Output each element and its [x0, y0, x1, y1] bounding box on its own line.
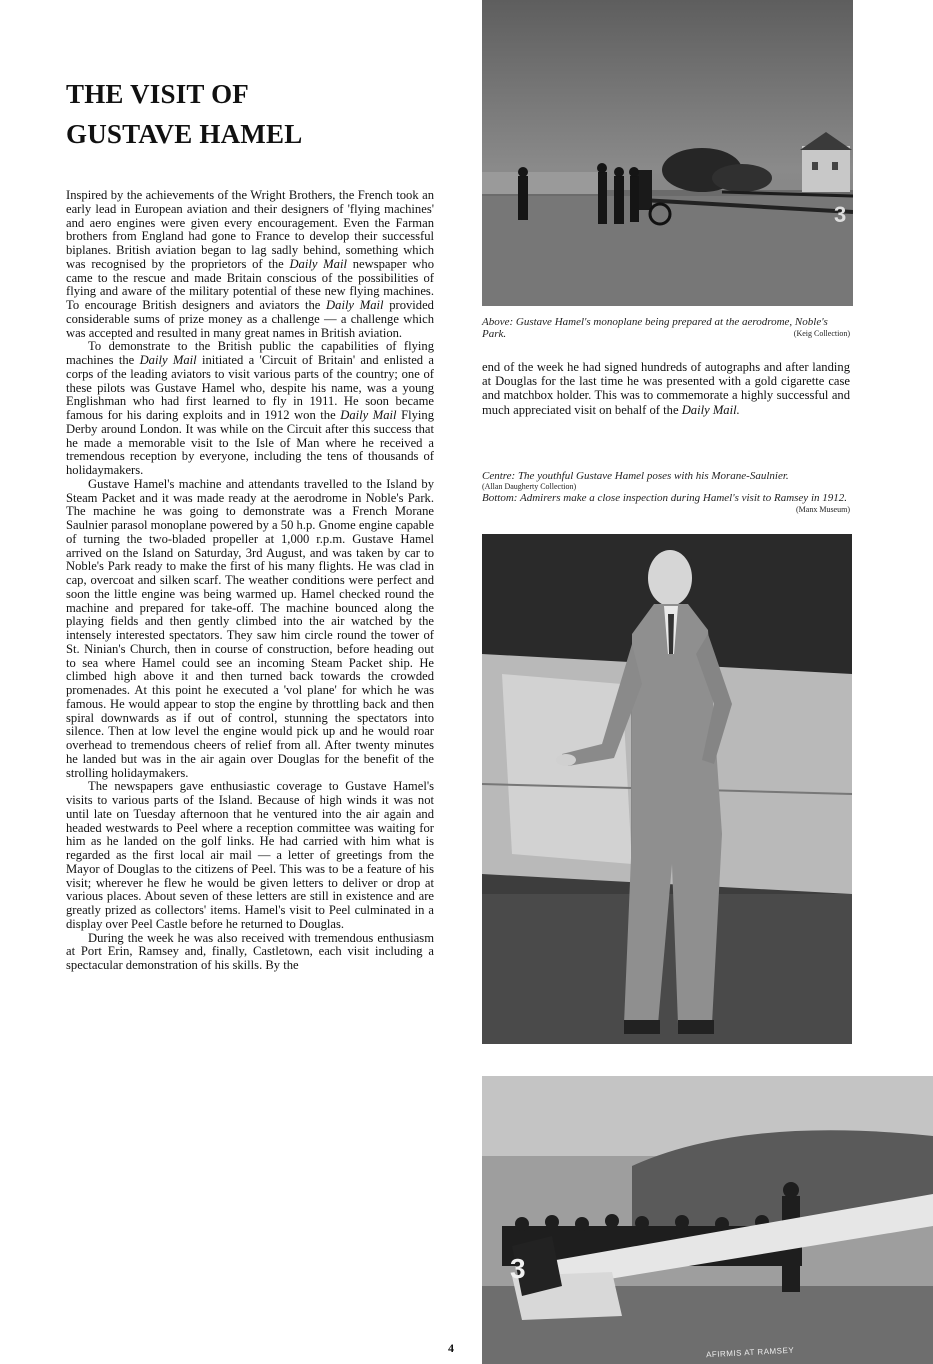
article-continuation: [482, 360, 850, 417]
article-body: [66, 189, 434, 973]
caption-bottom-credit: (Manx Museum): [796, 505, 850, 514]
daily-mail-ref: Daily Mail: [326, 298, 384, 312]
p2-text-b: initiated a 'Circuit of Britain' and enlisted a corps of the leading aviators to visit various parts of the country; one of these pilots was Gustave Hamel who, despite his name, was a young Englishman who had first learned to fly in 1911. He soon became famous for his daring exploits and in 1912 won the: [66, 353, 434, 422]
article-paragraph-3: Gustave Hamel's machine and attendants travelled to the Island by Steam Packet and it was made ready at the aerodrome in Noble's Park. The machine he was going to demonstrate was a French Morane Saulnier parasol monoplane powered by a 50 h.p. Gnome engine capable of turning the two-bladed propeller at 1,000 r.p.m. Gustave Hamel arrived on the Island on Saturday, 3rd August, and was taken by car to Noble's Park ready to make the first of his many flights. He was clad in cap, overcoat and silken scarf. The weather conditions were perfect and soon the little engine was being warmed up. Hamel checked round the machine and prepared for take-off. The machine bounced along the playing fields and then gently climbed into the air watched by the intensely interested spectators. They saw him circle round the tower of St. Ninian's Church, then in course of construction, before heading out to sea where Hamel could see an incoming Steam Packet ship. He climbed high above it and then turned back towards the crowded promenades. At this point he executed a 'vol plane' for which he was famous. He would appear to stop the engine by throttling back and then spiral downwards as if out of control, stunning the spectators into silence. Then at low level the engine would pick up and he would roar overhead to tremendous cheers of relief from all. After twenty minutes he landed but was in the air again over Douglas for the benefit of the strolling holidaymakers.: [66, 476, 434, 780]
article-paragraph-4: The newspapers gave enthusiastic coverage to Gustave Hamel's visits to various parts of the Island. Because of high winds it was not until late on Tuesday afternoon that he ventured into the air again and headed westwards to Peel where a reception committee was waiting for him as he landed on the golf links. He had carried with him what is regarded as the first local air mail — a letter of greetings from the Mayor of Douglas to the citizens of Peel. This was to be a feature of his visit; wherever he flew he would be given letters to deliver or drop at various places. About seven of these letters are still in existence and are greatly prized as collectors' items. Hamel's visit to Peel culminated in a display over Peel Castle before he returned to Douglas.: [66, 779, 434, 931]
plane-number-top: 3: [834, 202, 847, 227]
photo-crowd-image: [482, 1076, 933, 1364]
caption-centre-bottom: [482, 470, 850, 516]
article-paragraph-2: [66, 340, 434, 478]
title-line-2: GUSTAVE HAMEL: [66, 119, 303, 149]
caption-centre-text: Centre: The youthful Gustave Hamel poses with his Morane-Saulnier.: [482, 470, 789, 482]
photo-monoplane-image: [482, 0, 853, 306]
p1-text-b: newspaper who came to the rescue and made Britain conscious of the possibilities of flying and aware of the military potential of these new flying machines. To encourage British designers and aviators the: [66, 256, 434, 312]
p2-text-c: Flying Derby around London. It was while on the Circuit after this success that he made a memorable visit to the Isle of Man where he received a tremendous reception by everyone, including the tens of thousands of holidaymakers.: [66, 408, 435, 477]
p1-text-a: Inspired by the achievements of the Wright Brothers, the French took an early lead in European aviation and their designers of 'flying machines' and aero engines were given every encouragement. Even the Farman brothers from England had gone to France to develop their successful biplanes. British aviation began to lag sadly behind, something which was recognised by the proprietors of the: [66, 188, 434, 271]
caption-centre-credit: (Allan Daugherty Collection): [482, 482, 577, 491]
article-paragraph-1: [66, 189, 434, 340]
caption-top-credit: (Keig Collection): [793, 329, 850, 338]
photo-monoplane-aerodrome: [482, 0, 853, 306]
continuation-paragraph: [482, 360, 850, 417]
photo-ramsey-crowd: [482, 1076, 933, 1364]
photo-bottom-sign: AFIRMIS AT RAMSEY: [705, 1345, 795, 1360]
photo-portrait-image: [482, 534, 852, 1044]
article-paragraph-5: During the week he was also received with tremendous enthusiasm at Port Erin, Ramsey and, finally, Castletown, each visit including a spectacular demonstration of his skills. By the: [66, 930, 434, 972]
photo-hamel-portrait: [482, 534, 852, 1044]
daily-mail-ref: Daily Mail: [340, 408, 397, 422]
caption-top: [482, 316, 850, 340]
page-number: 4: [448, 1341, 454, 1355]
article-title: [66, 74, 446, 154]
p1-text-c: provided considerable sums of prize money as a challenge — a challenge which was accepted and resulted in many great names in British aviation.: [66, 298, 434, 340]
daily-mail-ref: Daily Mail: [289, 256, 347, 271]
daily-mail-ref: Daily Mail.: [681, 402, 740, 417]
continuation-text: end of the week he had signed hundreds of autographs and after landing at Douglas for the last time he was presented with a gold cigarette case and matchbox holder. This was to commemorate a highly successful and much appreciated visit on behalf of the: [482, 360, 850, 417]
p2-text-a: To demonstrate to the British public the capabilities of flying machines the: [66, 339, 434, 367]
caption-bottom-text: Bottom: Admirers make a close inspection during Hamel's visit to Ramsey in 1912.: [482, 492, 847, 504]
caption-top-text: Above: Gustave Hamel's monoplane being prepared at the aerodrome, Noble's Park.: [482, 316, 828, 340]
plane-number-bottom: 3: [510, 1253, 526, 1284]
daily-mail-ref: Daily Mail: [139, 353, 197, 367]
title-line-1: THE VISIT OF: [66, 79, 249, 109]
